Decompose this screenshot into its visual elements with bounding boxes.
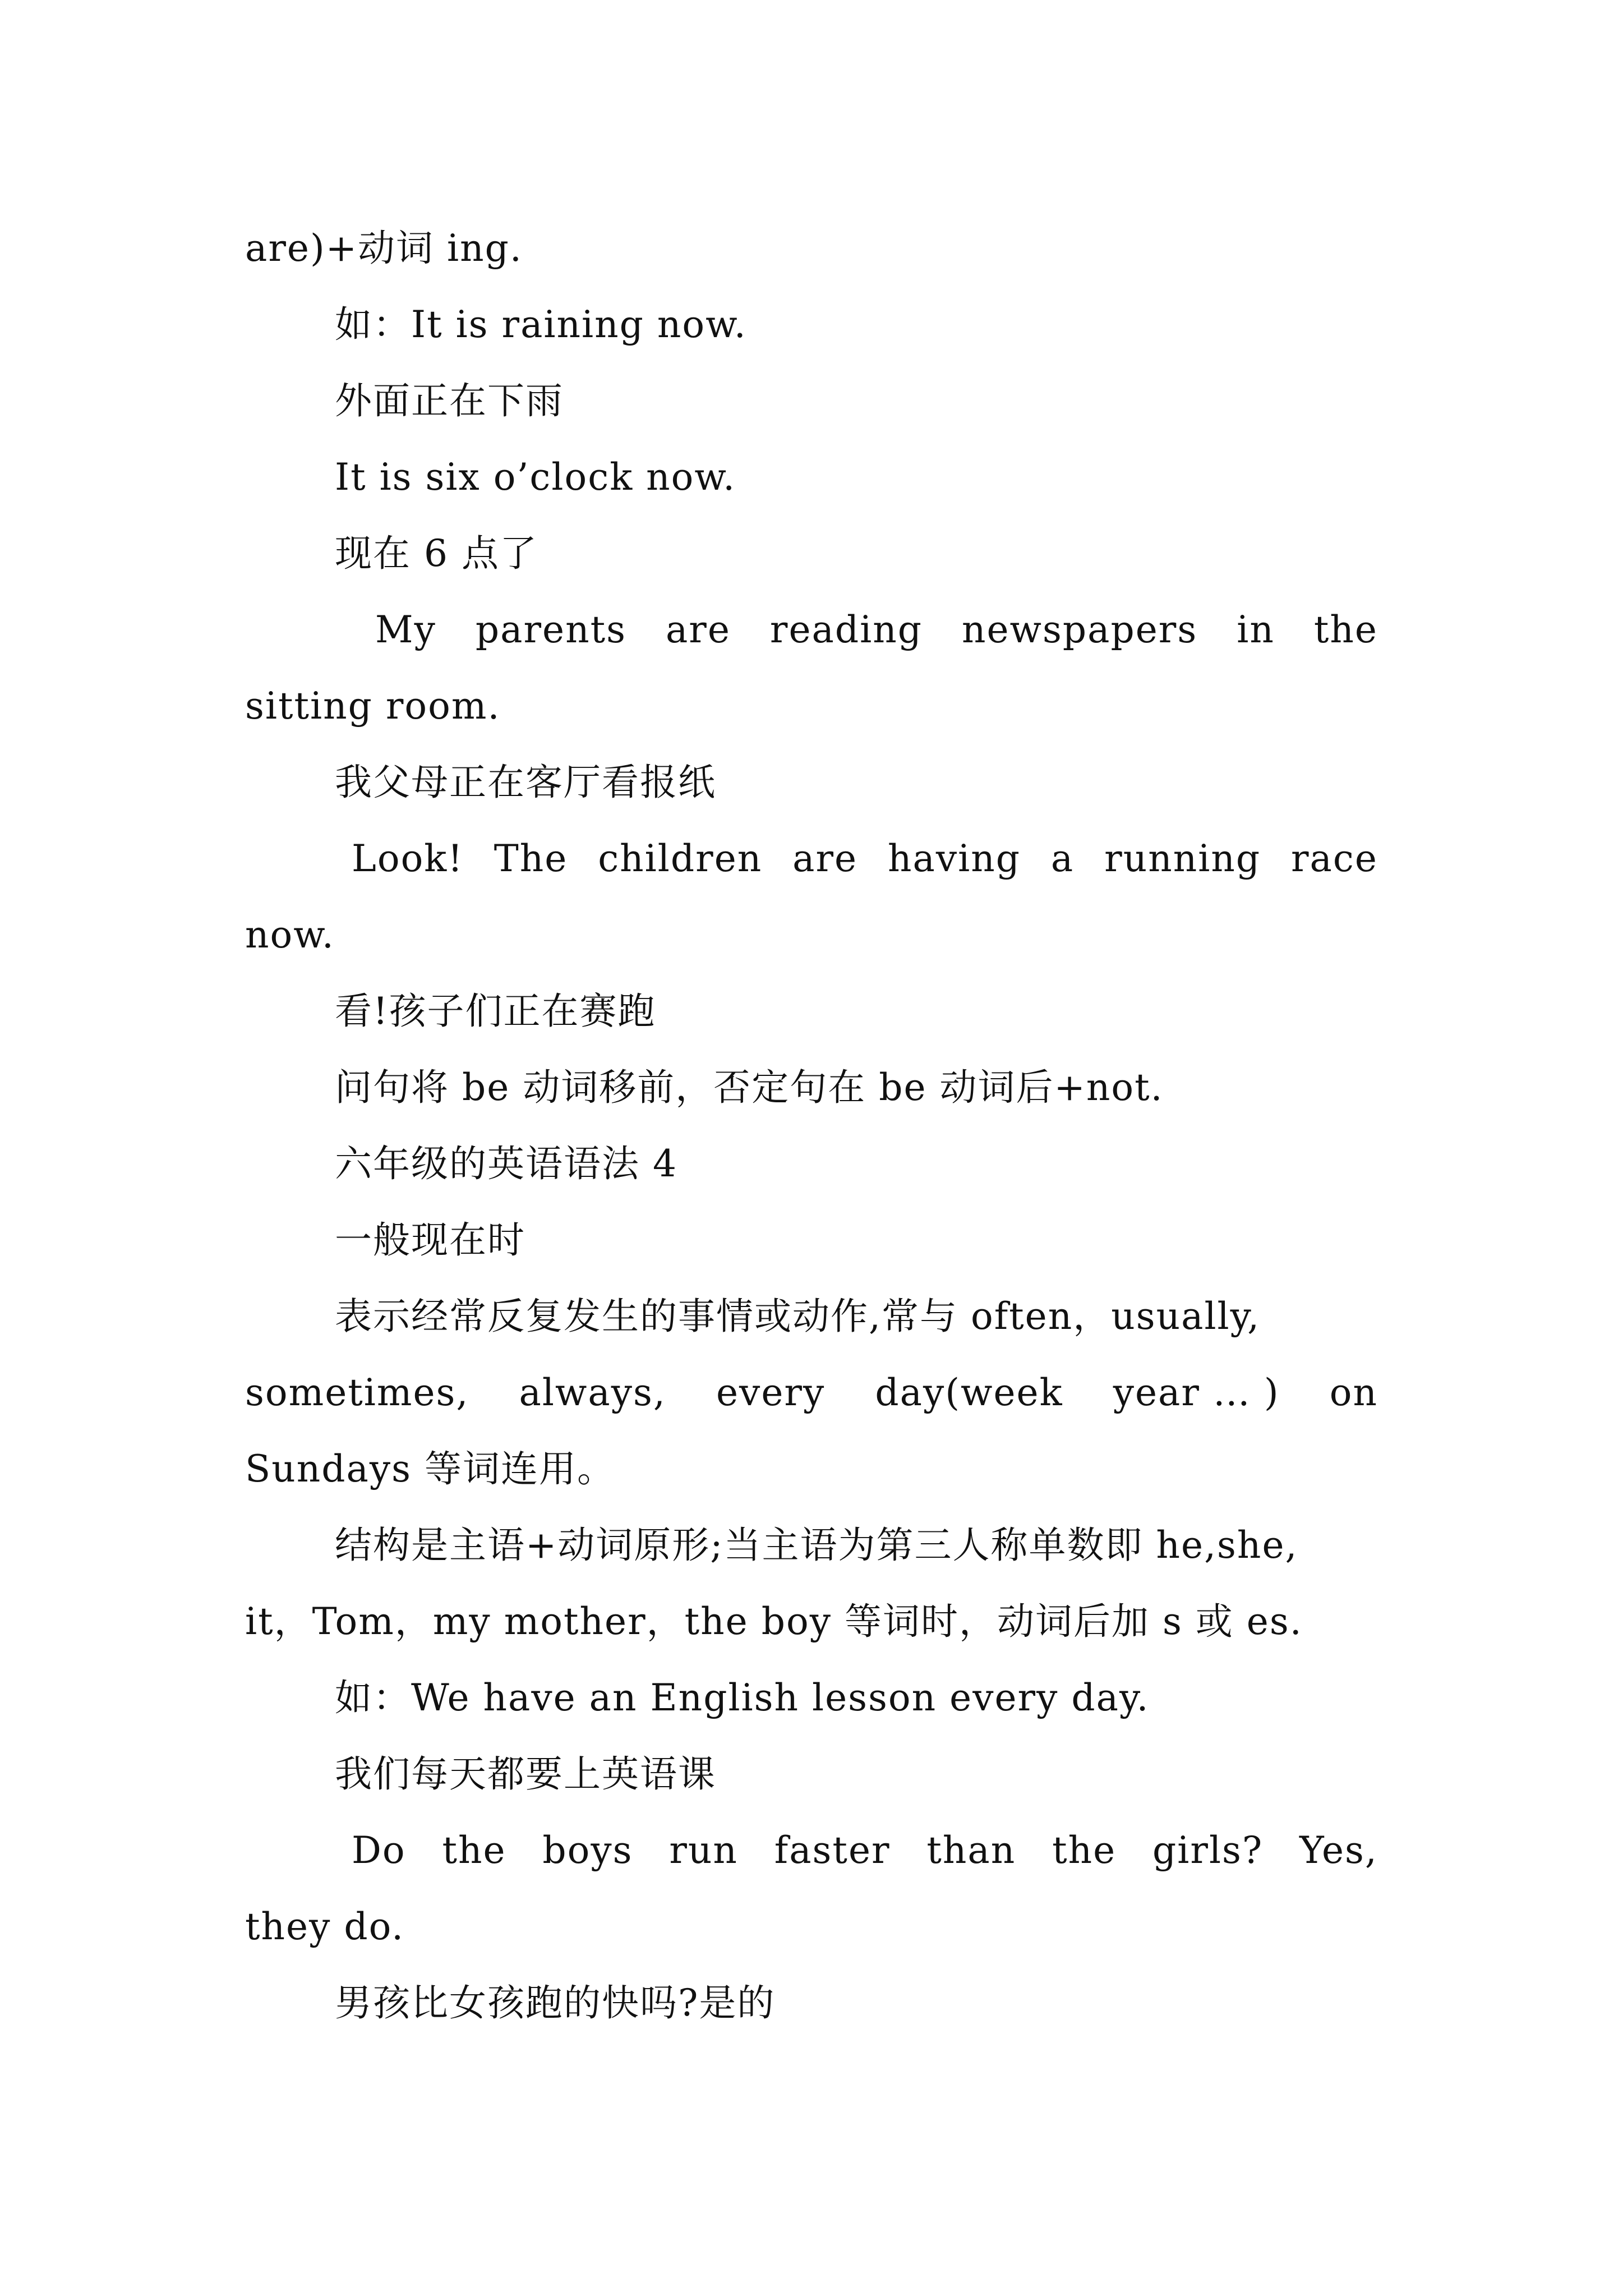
section-heading: 六年级的英语语法 4 — [335, 1142, 677, 1185]
word: Yes, — [1299, 1829, 1378, 1872]
text-line: 问句将 be 动词移前，否定句在 be 动词后+not. — [335, 1066, 1164, 1109]
word: a — [1050, 837, 1075, 880]
document-body — [245, 210, 1378, 2041]
word: day(week — [875, 1371, 1063, 1414]
word: reading — [769, 608, 923, 651]
text-line: 我们每天都要上英语课 — [335, 1752, 716, 1796]
text-line: 如：It is raining now. — [335, 303, 747, 346]
justified-line — [245, 592, 1378, 668]
word: faster — [774, 1829, 891, 1872]
text-line: 我父母正在客厅看报纸 — [335, 761, 716, 804]
word: running — [1104, 837, 1261, 880]
justified-line — [245, 1812, 1378, 1889]
justified-line — [245, 821, 1378, 897]
word: race — [1291, 837, 1378, 880]
text-line: Sundays 等词连用。 — [245, 1447, 615, 1490]
text-line: 结构是主语+动词原形;当主语为第三人称单数即 he,she, — [335, 1524, 1298, 1567]
word: every — [716, 1371, 826, 1414]
word: on — [1329, 1371, 1378, 1414]
text-line: are)+动词 ing. — [245, 227, 523, 270]
word: boys — [542, 1829, 633, 1872]
text-line: 外面正在下雨 — [335, 379, 564, 422]
text-line: 如：We have an English lesson every day. — [335, 1676, 1150, 1719]
word: My — [375, 608, 436, 651]
text-line: It is six o’clock now. — [335, 455, 736, 499]
text-line: 现在 6 点了 — [335, 532, 538, 575]
word: the — [1313, 608, 1378, 651]
word: are — [792, 837, 858, 880]
section-heading: 一般现在时 — [335, 1218, 525, 1262]
text-line: now. — [245, 913, 335, 956]
word: in — [1237, 608, 1275, 651]
text-line: 表示经常反复发生的事情或动作,常与 often，usually, — [335, 1295, 1261, 1338]
word: girls? — [1152, 1829, 1264, 1872]
word: The — [494, 837, 568, 880]
word: the — [442, 1829, 506, 1872]
word: than — [926, 1829, 1016, 1872]
word: year … ) — [1113, 1371, 1280, 1414]
word: Do — [352, 1829, 406, 1872]
word: Look! — [352, 837, 464, 880]
text-line: sitting room. — [245, 684, 501, 728]
word: are — [665, 608, 731, 651]
word: having — [888, 837, 1021, 880]
word: newspapers — [961, 608, 1198, 651]
text-line: 男孩比女孩跑的快吗?是的 — [335, 1981, 776, 2024]
justified-line — [245, 1355, 1378, 1431]
word: run — [669, 1829, 738, 1872]
text-line: 看!孩子们正在赛跑 — [335, 990, 656, 1033]
word: sometimes, — [245, 1371, 469, 1414]
word: the — [1052, 1829, 1117, 1872]
word: children — [598, 837, 763, 880]
text-line: it，Tom，my mother，the boy 等词时，动词后加 s 或 es. — [245, 1600, 1303, 1643]
word: parents — [475, 608, 626, 651]
word: always, — [519, 1371, 666, 1414]
text-line: they do. — [245, 1905, 405, 1948]
